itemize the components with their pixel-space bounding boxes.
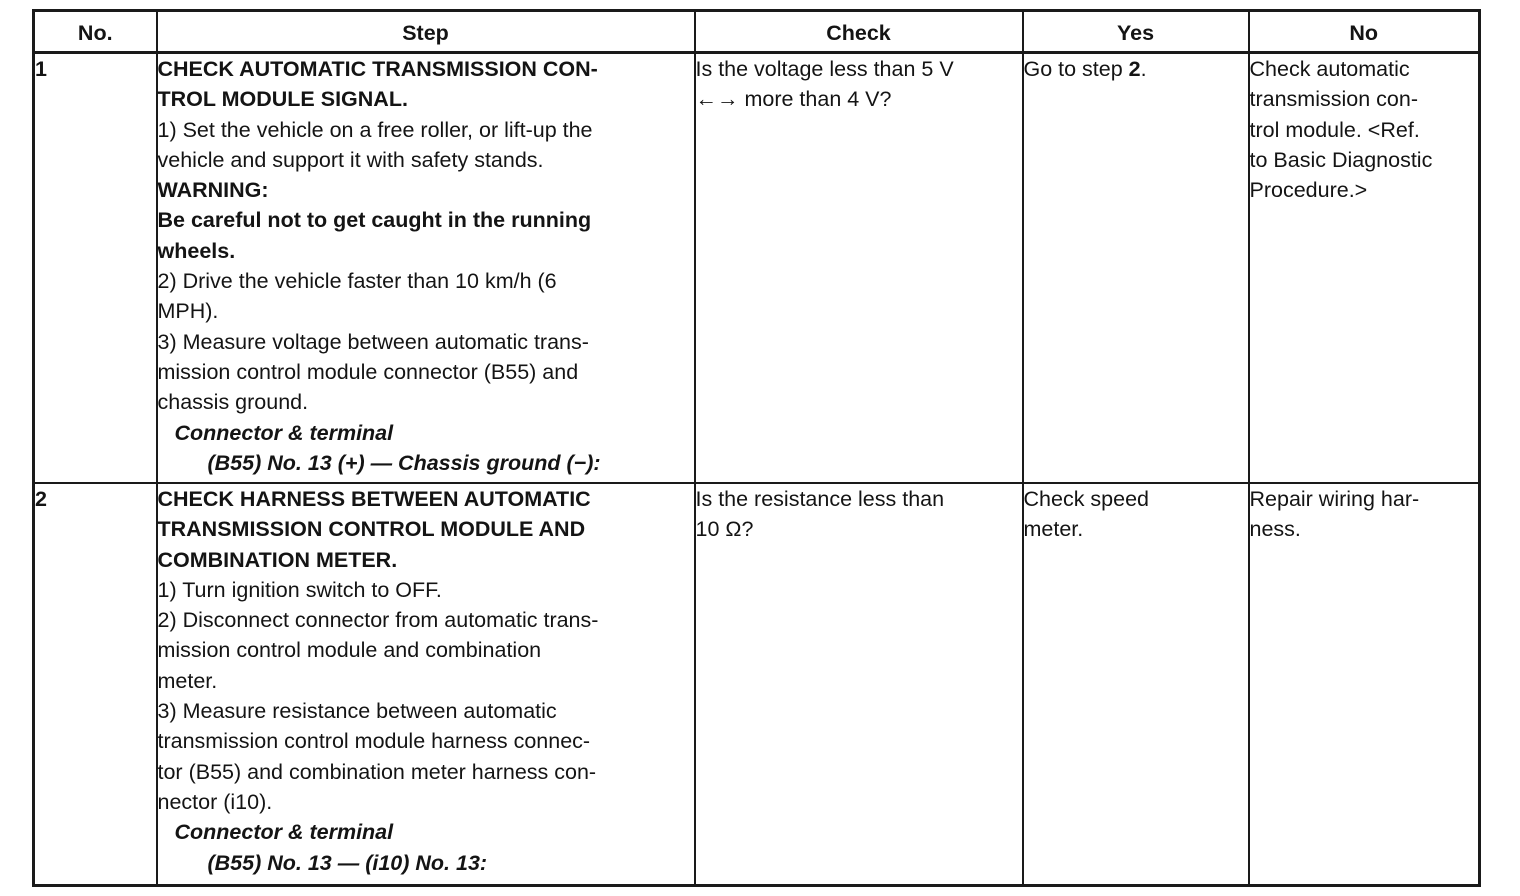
yes-line	[1024, 54, 1248, 84]
yes-cell	[1023, 483, 1249, 886]
header-check: Check	[695, 11, 1023, 53]
table-row	[34, 483, 1480, 886]
step-line: vehicle and support it with safety stands.	[157, 147, 544, 172]
no-line: transmission con-	[1249, 87, 1418, 112]
header-yes: Yes	[1023, 11, 1249, 53]
no-line: trol module. <Ref.	[1249, 117, 1420, 142]
step-line: MPH).	[157, 299, 219, 324]
header-no-result: No	[1249, 11, 1480, 53]
step-number: 2	[34, 483, 157, 886]
no-line: Repair wiring har-	[1249, 487, 1420, 511]
table-header-row	[34, 11, 1480, 53]
step-reference: 2	[1128, 57, 1141, 81]
header-no: No.	[34, 11, 157, 53]
step-line: 3) Measure voltage between automatic trans-	[157, 329, 589, 354]
step-line: 1) Turn ignition switch to OFF.	[157, 577, 442, 602]
header-step: Step	[157, 11, 695, 53]
step-cell	[157, 53, 695, 484]
step-line: 2) Disconnect connector from automatic trans-	[157, 608, 599, 633]
step-cell	[157, 483, 695, 886]
step-line: TROL MODULE SIGNAL.	[157, 87, 408, 112]
connector-terminal-label: Connector & terminal	[174, 420, 394, 445]
step-line: CHECK HARNESS BETWEEN AUTOMATIC	[157, 487, 591, 511]
step-line: 3) Measure resistance between automatic	[157, 699, 557, 724]
check-line: ←→ more than 4 V?	[695, 87, 892, 112]
no-cell	[1249, 483, 1480, 886]
terminal-spec: (B55) No. 13 (+) — Chassis ground (−):	[207, 450, 601, 475]
step-line: chassis ground.	[157, 390, 309, 415]
step-line: meter.	[157, 668, 218, 693]
no-line: Procedure.>	[1249, 178, 1368, 203]
step-line: 2) Drive the vehicle faster than 10 km/h (6	[157, 269, 557, 294]
step-line: TRANSMISSION CONTROL MODULE AND	[157, 517, 586, 542]
no-line: ness.	[1249, 517, 1301, 542]
diagnostic-table	[32, 9, 1481, 887]
warning-text: wheels.	[157, 238, 236, 263]
yes-text: Go to step	[1023, 57, 1129, 81]
step-line: mission control module and combination	[157, 638, 542, 663]
step-line: 1) Set the vehicle on a free roller, or lift-up the	[157, 117, 593, 142]
step-number: 1	[34, 53, 157, 484]
check-line: Is the voltage less than 5 V	[695, 57, 954, 81]
yes-line: Check speed	[1023, 487, 1149, 511]
step-line: transmission control module harness connec-	[157, 729, 591, 754]
connector-terminal-label: Connector & terminal	[174, 820, 394, 845]
yes-cell	[1023, 53, 1249, 484]
no-line: Check automatic	[1249, 57, 1410, 81]
terminal-spec: (B55) No. 13 — (i10) No. 13:	[207, 850, 488, 875]
step-line: COMBINATION METER.	[157, 547, 398, 572]
table-row	[34, 53, 1480, 484]
step-line: tor (B55) and combination meter harness con-	[157, 759, 597, 784]
no-cell	[1249, 53, 1480, 484]
warning-text: Be careful not to get caught in the running	[157, 208, 592, 233]
no-line: to Basic Diagnostic	[1249, 147, 1433, 172]
step-line: mission control module connector (B55) and	[157, 359, 579, 384]
yes-line: meter.	[1023, 517, 1084, 542]
check-cell	[695, 483, 1023, 886]
check-cell	[695, 53, 1023, 484]
check-line: 10 Ω?	[695, 517, 754, 542]
warning-label: WARNING:	[157, 178, 269, 203]
step-line: CHECK AUTOMATIC TRANSMISSION CON-	[157, 57, 598, 81]
check-line: Is the resistance less than	[695, 487, 945, 511]
yes-suffix: .	[1140, 57, 1147, 81]
step-line: nector (i10).	[157, 789, 273, 814]
